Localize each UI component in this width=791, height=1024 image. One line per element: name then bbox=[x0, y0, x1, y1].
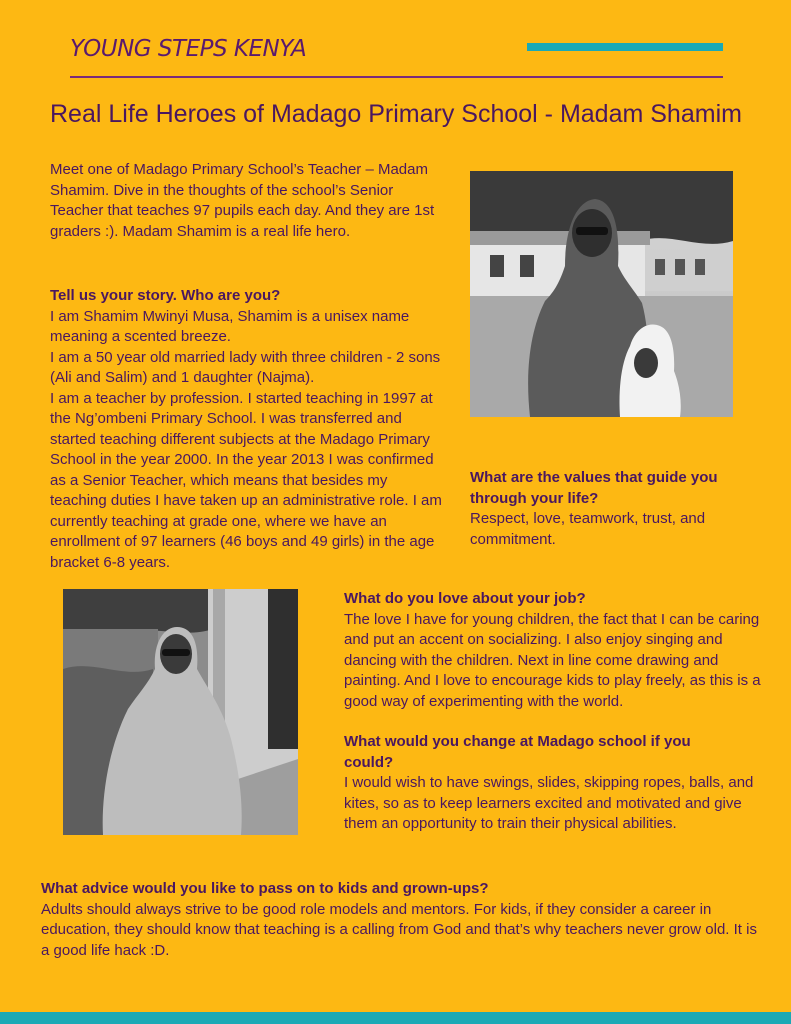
intro-block bbox=[50, 160, 445, 242]
change-answer: I would wish to have swings, slides, skipping ropes, balls, and kites, so as to keep learners excited and motivated and give them an opportunity to train their physical abilities. bbox=[344, 774, 754, 832]
love-question: What do you love about your job? bbox=[344, 590, 586, 607]
advice-answer: Adults should always strive to be good role models and mentors. For kids, if they consider a career in education, they should know that teaching is a calling from God and that’s why teachers never grow old. It is a good life hack :D. bbox=[41, 900, 757, 959]
story-paragraph: I am a 50 year old married lady with three children - 2 sons (Ali and Salim) and 1 daughter (Najma). bbox=[50, 348, 441, 386]
page-title: Real Life Heroes of Madago Primary School - Madam Shamim bbox=[50, 100, 742, 128]
story-paragraph: I am a teacher by profession. I started teaching in 1997 at the Ng’ombeni Primary School. I was transferred and started teaching different subjects at the Madago Primary School in the year 2000. In the year 2013 I was confirmed as a Senior Teacher, which means that besides my teaching duties I have taken up an administrative role. I am currently teaching at grade one, where we have an enrollment of 97 learners (46 boys and 49 girls) in the age bracket 6-8 years. bbox=[50, 389, 442, 571]
intro-text: Meet one of Madago Primary School’s Teacher – Madam Shamim. Dive in the thoughts of the school’s Senior Teacher that teaches 97 pupils each day. And they are 1st graders :). Madam Shamim is a real life hero. bbox=[50, 161, 435, 240]
love-answer: The love I have for young children, the fact that I can be caring and put an accent on socializing. I also enjoy singing and dancing with the children. Next in line come drawing and painting. And I love to encourage kids to play freely, as this is a good way of experimenting with the world. bbox=[344, 610, 761, 710]
change-section bbox=[344, 732, 754, 835]
footer-accent-bar bbox=[0, 1012, 791, 1024]
advice-question: What advice would you like to pass on to kids and grown-ups? bbox=[41, 880, 489, 897]
story-section bbox=[50, 286, 445, 573]
header-divider bbox=[70, 76, 723, 78]
header-accent-bar bbox=[527, 43, 723, 51]
values-question: What are the values that guide you through your life? bbox=[470, 469, 718, 507]
teacher-with-child-photo bbox=[470, 171, 733, 417]
advice-section bbox=[41, 879, 761, 961]
change-question: What would you change at Madago school if you could? bbox=[344, 733, 691, 771]
love-section bbox=[344, 589, 764, 712]
story-paragraph: I am Shamim Mwinyi Musa, Shamim is a unisex name meaning a scented breeze. bbox=[50, 307, 410, 345]
teacher-portrait-photo bbox=[63, 589, 298, 835]
values-section bbox=[470, 468, 750, 550]
values-answer: Respect, love, teamwork, trust, and commitment. bbox=[470, 510, 706, 548]
story-question: Tell us your story. Who are you? bbox=[50, 287, 281, 304]
brand-logo: YOUNG STEPS KENYA bbox=[70, 36, 307, 62]
